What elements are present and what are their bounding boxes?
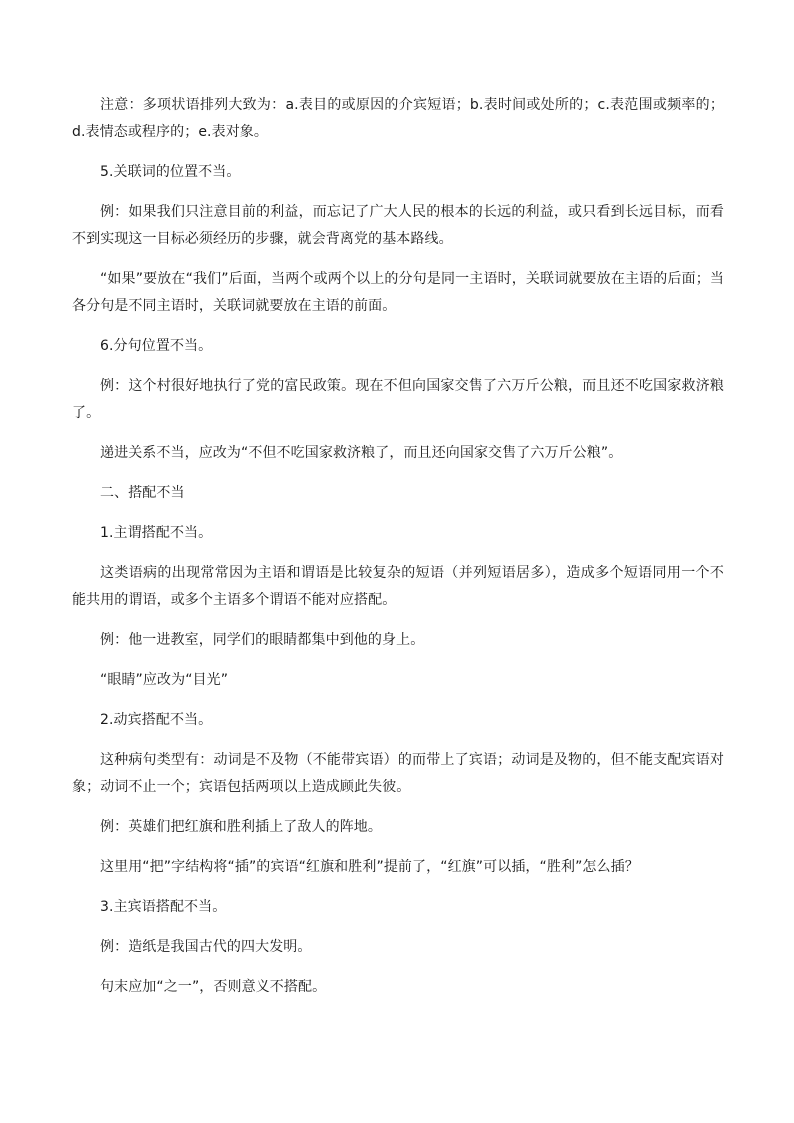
paragraph-correction-subject-object: 句末应加“之一”，否则意义不搭配。: [100, 979, 327, 995]
heading-1-subject-predicate: 1.主谓搭配不当。: [100, 525, 213, 541]
paragraph-explanation-clause: 递进关系不当，应改为“不但不吃国家救济粮了，而且还向国家交售了六万斤公粮”。: [100, 445, 623, 461]
paragraph-example-subject-object: 例：造纸是我国古代的四大发明。: [100, 939, 312, 955]
paragraph-example-subject-predicate: 例：他一进教室，同学们的眼睛都集中到他的身上。: [100, 632, 425, 648]
heading-3-subject-object: 3.主宾语搭配不当。: [100, 899, 227, 915]
document-body: [72, 92, 724, 1001]
paragraph-explanation-conjunction: “如果”要放在“我们”后面，当两个或两个以上的分句是同一主语时，关联词就要放在主语的后面；当各分句是不同主语时，关联词就要放在主语的前面。: [72, 271, 724, 314]
paragraph-example-verb-object: 例：英雄们把红旗和胜利插上了敌人的阵地。: [100, 819, 382, 835]
heading-2-verb-object: 2.动宾搭配不当。: [100, 712, 213, 728]
paragraph-explanation-verb-object: 这种病句类型有：动词是不及物（不能带宾语）的而带上了宾语；动词是及物的，但不能支配宾语对象；动词不止一个；宾语包括两项以上造成顾此失彼。: [72, 752, 724, 795]
paragraph-example-clause: 例：这个村很好地执行了党的富民政策。现在不但向国家交售了六万斤公粮，而且还不吃国家救济粮了。: [72, 378, 724, 421]
heading-5-conjunction-position: 5.关联词的位置不当。: [100, 164, 241, 180]
paragraph-correction-subject-predicate: “眼睛”应改为“目光”: [100, 672, 229, 688]
paragraph-analysis-verb-object: 这里用“把”字结构将“插”的宾语“红旗和胜利”提前了，“红旗”可以插，“胜利”怎么插？: [100, 859, 639, 875]
heading-6-clause-position: 6.分句位置不当。: [100, 338, 213, 354]
paragraph-note-adverbial-order: 注意：多项状语排列大致为：a.表目的或原因的介宾短语；b.表时间或处所的；c.表范围或频率的；d.表情态或程序的；e.表对象。: [72, 97, 724, 140]
paragraph-explanation-subject-predicate: 这类语病的出现常常因为主语和谓语是比较复杂的短语（并列短语居多），造成多个短语同用一个不能共用的谓语，或多个主语多个谓语不能对应搭配。: [72, 565, 724, 608]
section-heading-collocation: 二、搭配不当: [100, 485, 185, 501]
paragraph-example-conjunction: 例：如果我们只注意目前的利益，而忘记了广大人民的根本的长远的利益，或只看到长远目标，而看不到实现这一目标必须经历的步骤，就会背离党的基本路线。: [72, 204, 724, 247]
